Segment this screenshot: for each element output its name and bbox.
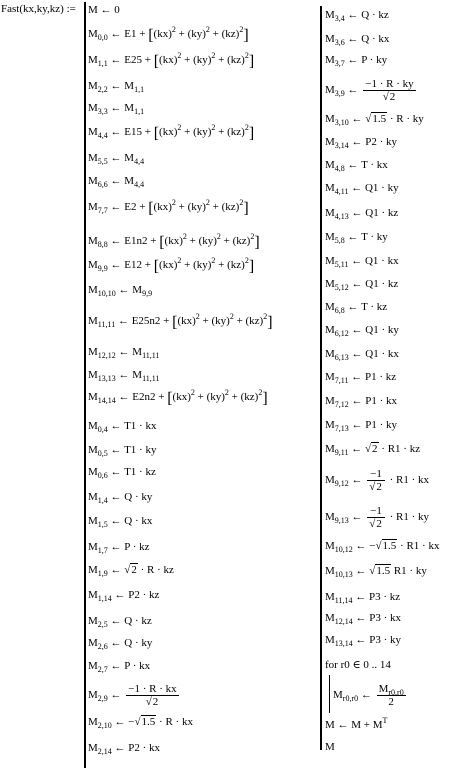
program-line[interactable]: $M_{6,12}$ ← Q1 · ky [325, 324, 399, 338]
program-line[interactable]: $M_{12,12}$ ← $M_{11,11}$ [88, 346, 160, 360]
program-line[interactable]: $M_{1,4}$ ← Q · ky [88, 491, 153, 505]
program-line[interactable]: $M_{5,12}$ ← Q1 · kz [325, 278, 399, 292]
program-line[interactable]: $M_{13,13}$ ← $M_{11,11}$ [88, 369, 160, 383]
program-line[interactable]: $M_{6,8}$ ← T · kz [325, 301, 388, 315]
program-line[interactable]: $M_{6,6}$ ← $M_{4,4}$ [88, 175, 145, 189]
program-line[interactable]: $M_{2,10}$ ← −√1.5 · R · kx [88, 716, 193, 730]
program-line[interactable]: $M_{7,11}$ ← P1 · kz [325, 371, 397, 385]
program-line[interactable]: $M_{13,14}$ ← P3 · ky [325, 634, 402, 648]
program-line[interactable]: $M_{11,11}$ ← E25n2 + [(kx)$^2$ + (ky)$^2$ + (kz)$^2$] [88, 312, 273, 331]
program-line[interactable]: $M_{3,6}$ ← Q · kx [325, 33, 390, 47]
program-line[interactable]: $M_{3,7}$ ← P · ky [325, 54, 388, 68]
program-line[interactable]: $M_{3,9}$ ← $\frac{-1 \cdot R \cdot ky}{√2}$ [325, 78, 414, 103]
program-line[interactable]: $M_{4,13}$ ← Q1 · kz [325, 207, 399, 221]
program-line[interactable]: $M_{2,2}$ ← $M_{1,1}$ [88, 80, 145, 94]
program-line[interactable]: $M_{2,6}$ ← Q · ky [88, 637, 153, 651]
program-line[interactable]: $M_{7,12}$ ← P1 · kx [325, 395, 398, 409]
program-line[interactable]: $M_{5,11}$ ← Q1 · kx [325, 255, 399, 269]
program-line[interactable]: $M_{1,1}$ ← E25 + [(kx)$^2$ + (ky)$^2$ + (kz)$^2$] [88, 51, 255, 70]
program-line[interactable]: $M_{2,5}$ ← Q · kz [88, 615, 152, 629]
program-line[interactable]: M ← 0 [88, 4, 120, 16]
program-line[interactable]: $M_{1,5}$ ← Q · kx [88, 515, 153, 529]
program-line[interactable]: $M_{0,6}$ ← T1 · kz [88, 466, 156, 480]
program-line[interactable]: $M_{0,5}$ ← T1 · ky [88, 444, 157, 458]
program-line[interactable]: $M_{9,12}$ ← $\frac{-1}{√2}$ · R1 · kx [325, 468, 429, 493]
program-line[interactable]: $M_{7,13}$ ← P1 · ky [325, 419, 398, 433]
function-header[interactable]: Fast(kx,ky,kz) := [1, 3, 76, 15]
program-line[interactable]: $M_{1,7}$ ← P · kz [88, 541, 150, 555]
for-loop-bar [329, 675, 330, 713]
program-line[interactable]: $M_{6,13}$ ← Q1 · kx [325, 348, 399, 362]
program-line[interactable]: $M_{10,12}$ ← −√1.5 · R1 · kx [325, 540, 440, 554]
program-line[interactable]: $M_{9,13}$ ← $\frac{-1}{√2}$ · R1 · ky [325, 505, 429, 530]
program-line[interactable]: $M_{4,4}$ ← E15 + [(kx)$^2$ + (ky)$^2$ + (kz)$^2$] [88, 123, 255, 142]
program-line[interactable]: $M_{9,9}$ ← E12 + [(kx)$^2$ + (ky)$^2$ + (kz)$^2$] [88, 256, 255, 275]
program-line[interactable]: $M_{1,14}$ ← P2 · kz [88, 589, 160, 603]
program-line[interactable]: $M_{2,7}$ ← P · kx [88, 660, 151, 674]
program-line[interactable]: $M_{3,10}$ ← √1.5 · R · ky [325, 113, 424, 127]
program-line[interactable]: $M_{5,8}$ ← T · ky [325, 231, 388, 245]
program-line[interactable]: $M_{9,11}$ ← √2 · R1 · kz [325, 443, 421, 457]
program-line[interactable]: $M_{1,9}$ ← √2 · R · kz [88, 564, 174, 578]
program-line[interactable]: M ← $M + M^T$ [325, 716, 388, 731]
program-bar-right [320, 6, 322, 750]
program-line[interactable]: $M_{8,8}$ ← E1n2 + [(kx)$^2$ + (ky)$^2$ + (kz)$^2$] [88, 232, 260, 251]
program-line[interactable]: $M_{4,8}$ ← T · kx [325, 159, 388, 173]
program-line[interactable]: $M_{3,4}$ ← Q · kz [325, 9, 389, 23]
program-line[interactable]: for r0 ∈ 0 .. 14 [325, 659, 391, 671]
program-line[interactable]: $M_{2,14}$ ← P2 · kx [88, 742, 161, 756]
program-line[interactable]: M [325, 741, 335, 753]
program-line[interactable]: $M_{12,14}$ ← P3 · kx [325, 612, 402, 626]
program-line[interactable]: $M_{10,10}$ ← $M_{9,9}$ [88, 284, 153, 298]
program-line[interactable]: $M_{4,11}$ ← Q1 · ky [325, 182, 399, 196]
program-bar-left [84, 2, 86, 768]
program-line[interactable]: $M_{11,14}$ ← P3 · kz [325, 591, 401, 605]
program-line[interactable]: $M_{10,13}$ ← √1.5 R1 · ky [325, 565, 427, 579]
program-line[interactable]: $M_{0,0}$ ← E1 + [(kx)$^2$ + (ky)$^2$ + (kz)$^2$] [88, 25, 249, 44]
program-line[interactable]: $M_{3,3}$ ← $M_{1,1}$ [88, 102, 145, 116]
program-line[interactable]: $M_{2,9}$ ← $\frac{-1 \cdot R \cdot kx}{√2}$ [88, 683, 177, 708]
program-line[interactable]: $M_{r0,r0}$ ← $\frac{M_{r0,r0}}{2}$ [333, 683, 404, 708]
program-line[interactable]: $M_{3,14}$ ← P2 · ky [325, 136, 398, 150]
program-line[interactable]: $M_{7,7}$ ← E2 + [(kx)$^2$ + (ky)$^2$ + (kz)$^2$] [88, 198, 249, 217]
program-line[interactable]: $M_{0,4}$ ← T1 · kx [88, 420, 157, 434]
program-line[interactable]: $M_{5,5}$ ← $M_{4,4}$ [88, 152, 145, 166]
program-line[interactable]: $M_{14,14}$ ← E2n2 + [(kx)$^2$ + (ky)$^2$ + (kz)$^2$] [88, 388, 268, 407]
